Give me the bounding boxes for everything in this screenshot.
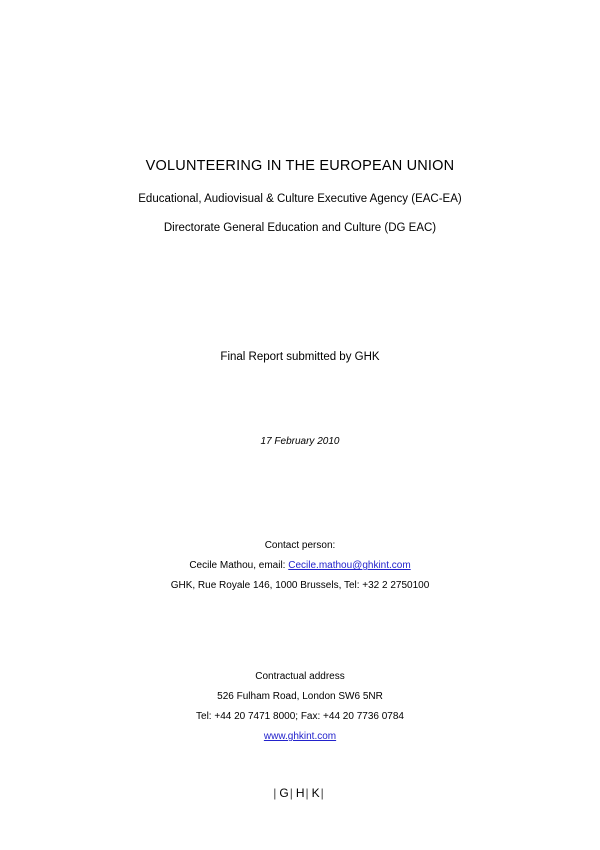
page-title: VOLUNTEERING IN THE EUROPEAN UNION bbox=[145, 158, 455, 174]
logo-separator-mid-2: | bbox=[305, 786, 312, 800]
contractual-address-line: 526 Fulham Road, London SW6 5NR bbox=[217, 691, 383, 702]
logo-letter-g: G bbox=[279, 786, 290, 800]
ghk-logo bbox=[0, 786, 600, 800]
logo-letter-k: K bbox=[311, 786, 321, 800]
subtitle-agency: Educational, Audiovisual & Culture Executive Agency (EAC-EA) bbox=[138, 193, 462, 205]
contractual-heading: Contractual address bbox=[255, 671, 345, 682]
contractual-website-line bbox=[0, 727, 600, 747]
contact-person-line bbox=[0, 556, 600, 576]
contractual-address-block bbox=[0, 667, 600, 747]
logo-separator-mid-1: | bbox=[289, 786, 296, 800]
logo-separator-left: | bbox=[273, 786, 280, 800]
contact-email-link[interactable]: Cecile.mathou@ghkint.com bbox=[288, 560, 411, 571]
contact-heading: Contact person: bbox=[264, 540, 336, 551]
contact-address-line: GHK, Rue Royale 146, 1000 Brussels, Tel: +32 2 2750100 bbox=[170, 580, 430, 591]
contractual-phone-line: Tel: +44 20 7471 8000; Fax: +44 20 7736 0784 bbox=[196, 711, 404, 722]
logo-letter-h: H bbox=[295, 786, 306, 800]
website-link[interactable]: www.ghkint.com bbox=[263, 731, 337, 742]
report-submitted-line: Final Report submitted by GHK bbox=[220, 351, 380, 363]
document-date: 17 February 2010 bbox=[260, 436, 340, 447]
contact-block bbox=[0, 536, 600, 596]
subtitle-directorate: Directorate General Education and Culture (DG EAC) bbox=[163, 222, 437, 234]
contact-person-label: Cecile Mathou, email: bbox=[189, 560, 289, 571]
logo-separator-right: | bbox=[320, 786, 327, 800]
